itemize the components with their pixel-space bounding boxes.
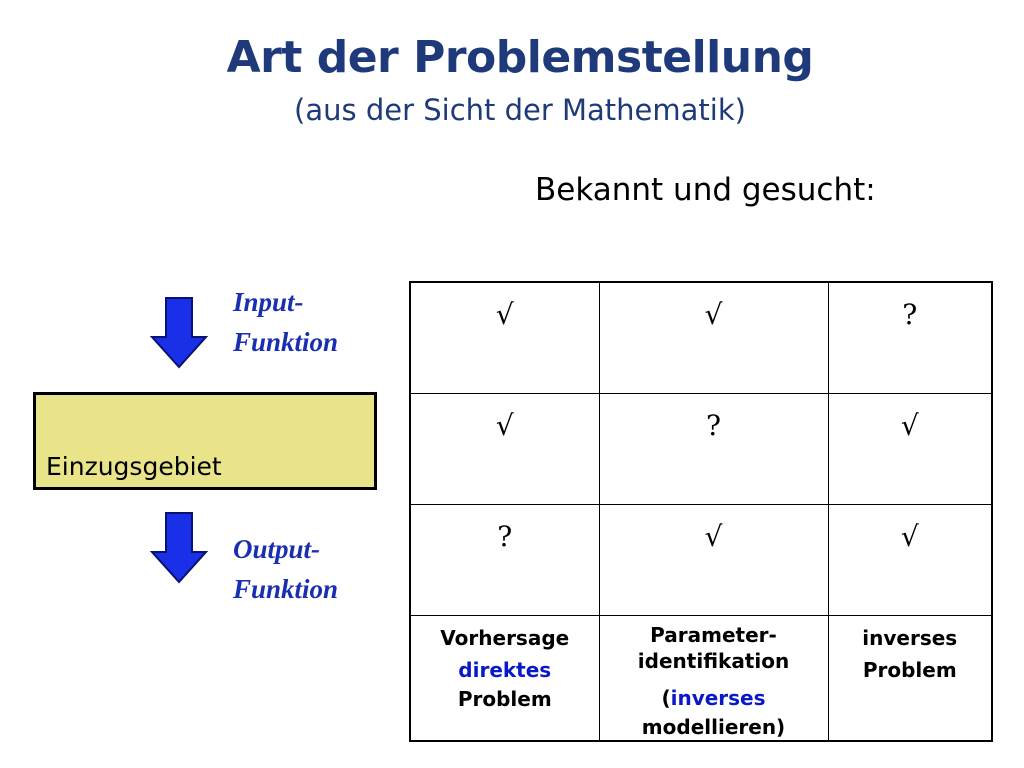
problem-type-matrix [409,281,993,742]
matrix-cell: √ [410,394,599,505]
output-function-label [233,529,338,609]
page-subtitle: (aus der Sicht der Mathematik) [294,93,746,127]
catchment-area-label: Einzugsgebiet [46,452,222,481]
output-function-line1: Output- [233,534,321,564]
matrix-cell: ? [410,505,599,616]
category-text: Problem [862,658,957,682]
catchment-area-box [33,392,377,490]
category-text-blue: inverses [670,686,766,710]
matrix-cell: ? [828,282,992,394]
matrix-cell: √ [599,282,828,394]
matrix-category-row [410,616,992,742]
input-function-line2: Funktion [233,327,339,357]
category-text [600,682,828,714]
matrix-cell: √ [828,394,992,505]
page-title: Art der Problemstellung [226,32,814,83]
input-function-label [233,282,338,362]
category-text: Parameter- [650,623,777,647]
matrix-row [410,282,992,394]
category-text: identifikation [637,649,790,673]
matrix-cell: √ [410,282,599,394]
category-cell-prediction [410,616,599,742]
matrix-row [410,394,992,505]
paren-open: ( [661,686,671,710]
category-text: inverses [862,626,958,650]
matrix-cell: √ [599,505,828,616]
input-arrow-down-icon [150,297,208,369]
output-function-line2: Funktion [233,574,339,604]
category-cell-inverse-problem [828,616,992,742]
matrix-cell: ? [599,394,828,505]
input-function-line1: Input- [233,287,304,317]
category-text: Vorhersage [440,626,570,650]
output-arrow-down-icon [150,512,208,584]
known-and-sought-label: Bekannt und gesucht: [535,172,876,208]
matrix-cell: √ [828,505,992,616]
category-cell-parameter-identification [599,616,828,742]
matrix-row [410,505,992,616]
category-text: modellieren) [641,715,786,739]
category-text: Problem [457,687,552,711]
category-text: direktes [458,658,552,682]
